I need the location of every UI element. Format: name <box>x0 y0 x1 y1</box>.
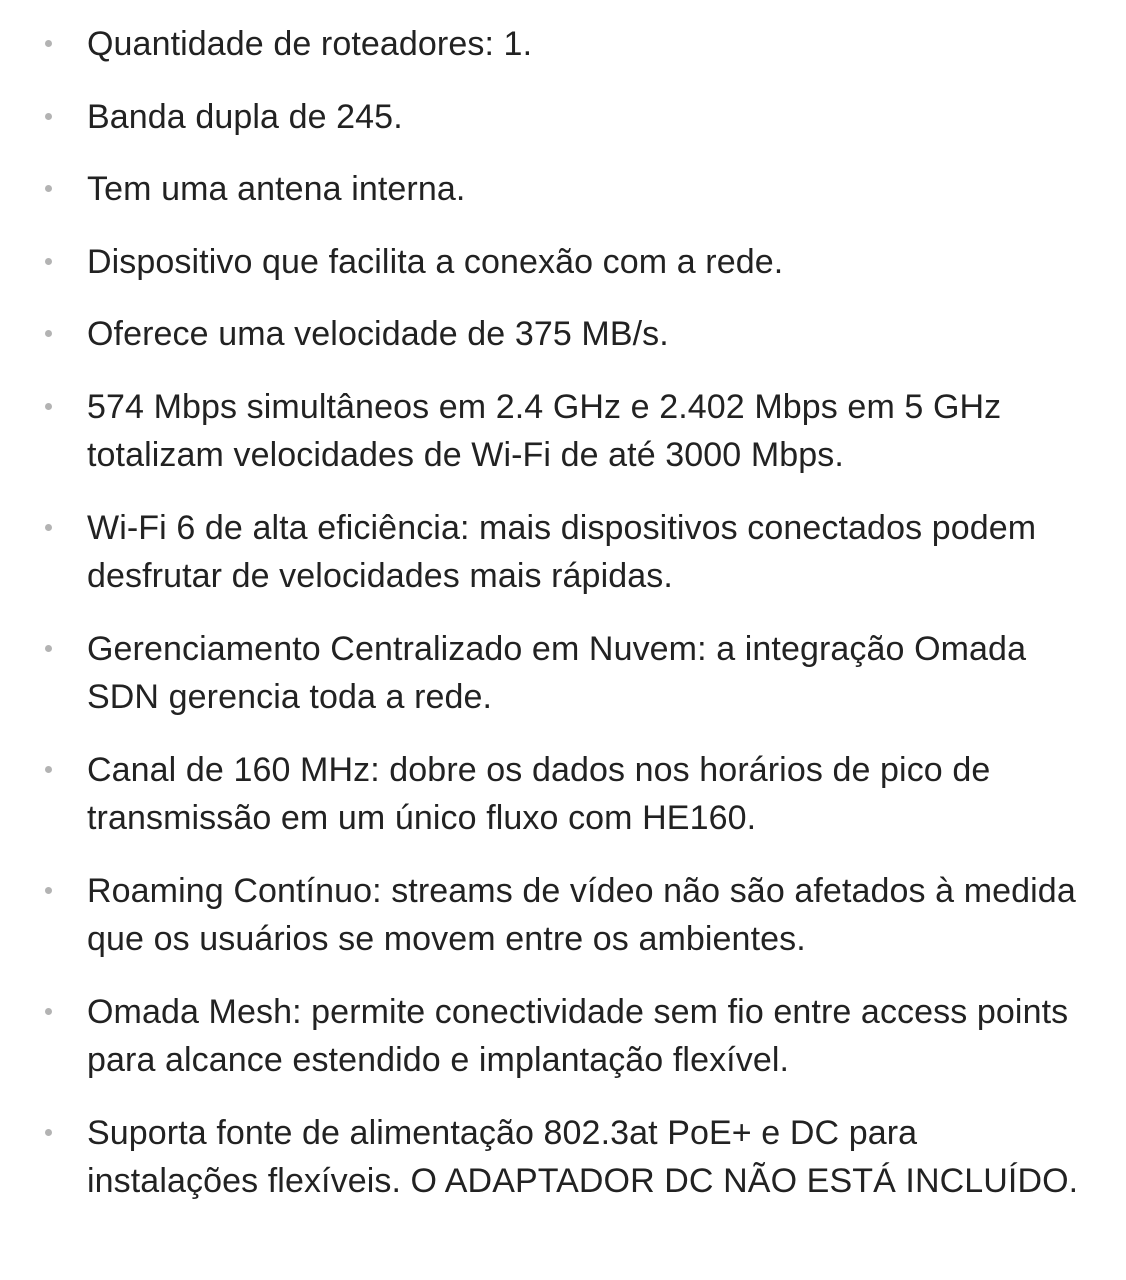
list-item <box>0 867 1126 964</box>
feature-text: 574 Mbps simultâneos em 2.4 GHz e 2.402 Mbps em 5 GHz totalizam velocidades de Wi-Fi de até 3000 Mbps. <box>87 387 1002 474</box>
list-item <box>0 504 1126 601</box>
feature-text: Tem uma antena interna. <box>87 170 466 208</box>
bullet-icon <box>45 258 52 265</box>
bullet-icon <box>45 524 52 531</box>
bullet-icon <box>45 185 52 192</box>
bullet-icon <box>45 403 52 410</box>
feature-text: Gerenciamento Centralizado em Nuvem: a integração Omada SDN gerencia toda a rede. <box>87 629 1027 716</box>
bullet-icon <box>45 766 52 773</box>
bullet-icon <box>45 645 52 652</box>
feature-text: Omada Mesh: permite conectividade sem fio entre access points para alcance estendido e implantação flexível. <box>87 992 1069 1079</box>
bullet-icon <box>45 1008 52 1015</box>
list-item <box>0 1109 1126 1206</box>
bullet-icon <box>45 1129 52 1136</box>
feature-text: Banda dupla de 245. <box>87 97 403 136</box>
list-item <box>0 310 1126 359</box>
list-item <box>0 988 1126 1085</box>
feature-text: Wi-Fi 6 de alta eficiência: mais dispositivos conectados podem desfrutar de velocidades mais rápidas. <box>87 508 1037 595</box>
feature-text: Roaming Contínuo: streams de vídeo não são afetados à medida que os usuários se movem entre os ambientes. <box>87 871 1076 958</box>
feature-text: Quantidade de roteadores: 1. <box>87 25 533 63</box>
bullet-icon <box>45 330 52 337</box>
feature-list <box>0 20 1126 1230</box>
feature-text: Canal de 160 MHz: dobre os dados nos horários de pico de transmissão em um único fluxo com HE160. <box>87 750 991 837</box>
list-item <box>0 20 1126 69</box>
feature-text: Suporta fonte de alimentação 802.3at PoE+ e DC para instalações flexíveis. O ADAPTADOR DC NÃO ESTÁ INCLUÍDO. <box>87 1113 1079 1200</box>
list-item <box>0 238 1126 287</box>
list-item <box>0 165 1126 214</box>
bullet-icon <box>45 113 52 120</box>
bullet-icon <box>45 887 52 894</box>
list-item <box>0 746 1126 843</box>
feature-text: Dispositivo que facilita a conexão com a rede. <box>87 242 784 281</box>
list-item <box>0 383 1126 480</box>
bullet-icon <box>45 40 52 47</box>
list-item <box>0 625 1126 722</box>
list-item <box>0 93 1126 142</box>
feature-text: Oferece uma velocidade de 375 MB/s. <box>87 315 669 353</box>
